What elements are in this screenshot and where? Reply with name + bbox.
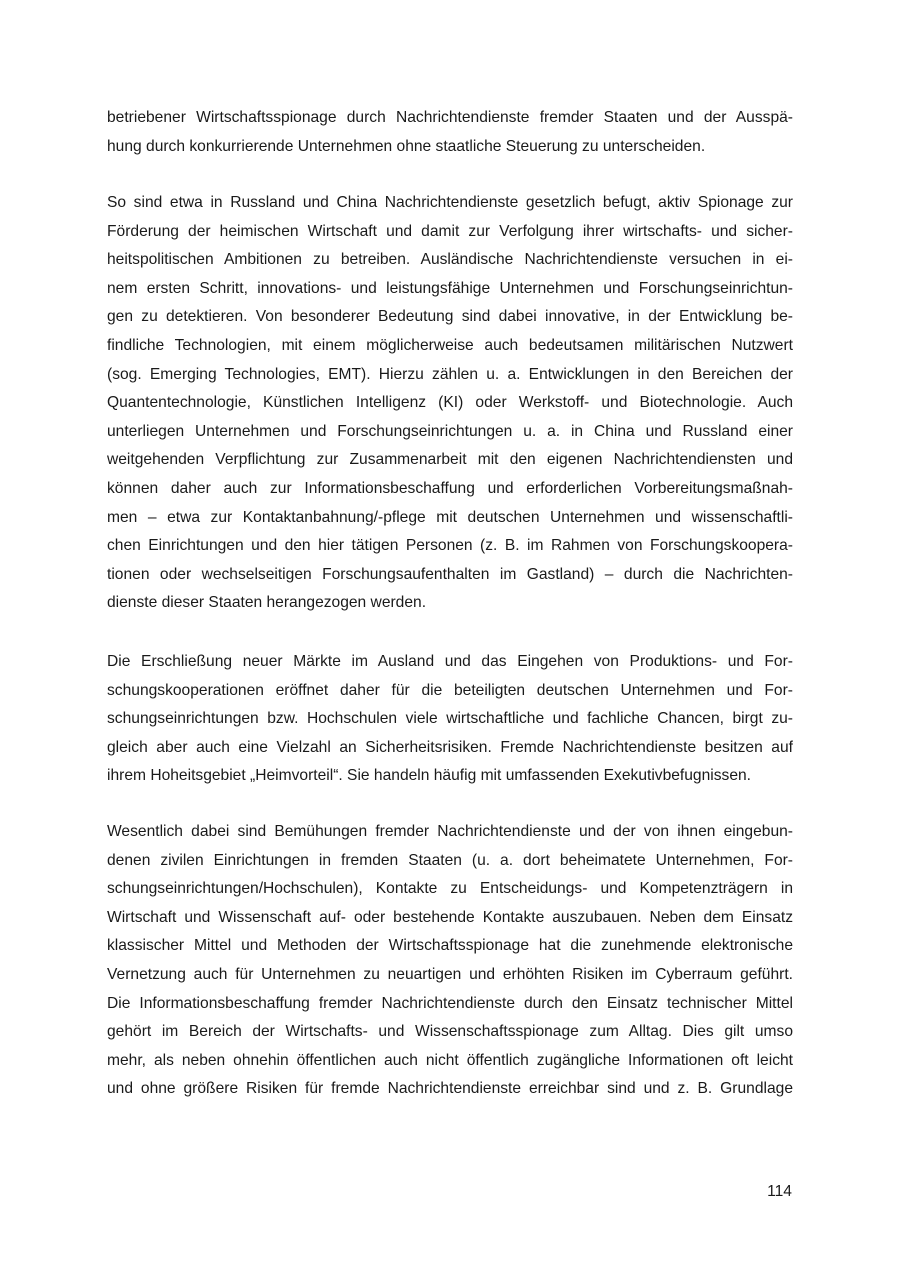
text-line: schungskooperationen eröffnet daher für die beteiligten deutschen Unternehmen und For- [107,681,793,699]
text-line: unterliegen Unternehmen und Forschungseinrichtungen u. a. in China und Russland einer [107,422,793,440]
text-line: gen zu detektieren. Von besonderer Bedeutung sind dabei innovative, in der Entwicklung be- [107,308,793,326]
text-line: schungseinrichtungen bzw. Hochschulen viele wirtschaftliche und fachliche Chancen, birgt zu- [107,710,793,728]
paragraph-2 [107,189,793,618]
text-line: Förderung der heimischen Wirtschaft und damit zur Verfolgung ihrer wirtschafts- und sicher- [107,222,793,240]
text-line: Quantentechnologie, Künstlichen Intelligenz (KI) oder Werkstoff- und Biotechnologie. Auch [107,394,793,412]
text-line: weitgehenden Verpflichtung zur Zusammenarbeit mit den eigenen Nachrichtendiensten und [107,451,793,469]
text-line: Wesentlich dabei sind Bemühungen fremder Nachrichtendienste und der von ihnen eingebun- [107,823,793,840]
text-line: men – etwa zur Kontaktanbahnung/-pflege mit deutschen Unternehmen und wissenschaftli- [107,508,793,526]
text-line: tionen oder wechselseitigen Forschungsaufenthalten im Gastland) – durch die Nachrichten- [107,565,793,583]
text-line: ihrem Hoheitsgebiet „Heimvorteil“. Sie handeln häufig mit umfassenden Exekutivbefugnissen. [107,767,752,785]
text-line: gleich aber auch eine Vielzahl an Sicherheitsrisiken. Fremde Nachrichtendienste besitzen auf [107,738,793,756]
paragraph-1 [107,104,793,161]
text-line: So sind etwa in Russland und China Nachrichtendienste gesetzlich befugt, aktiv Spionage zur [107,194,793,211]
text-line: betriebener Wirtschaftsspionage durch Nachrichtendienste fremder Staaten und der Ausspä- [107,109,793,126]
text-line: Die Erschließung neuer Märkte im Ausland und das Eingehen von Produktions- und For- [107,653,793,670]
text-line: dienste dieser Staaten herangezogen werden. [107,594,427,612]
paragraph-4 [107,818,793,1104]
text-line: schungseinrichtungen/Hochschulen), Kontakte zu Entscheidungs- und Kompetenzträgern in [107,880,793,898]
text-line: können daher auch zur Informationsbeschaffung und erforderlichen Vorbereitungsmaßnah- [107,479,793,497]
paragraph-3 [107,648,793,791]
text-line: und ohne größere Risiken für fremde Nachrichtendienste erreichbar sind und z. B. Grundlage [107,1080,793,1098]
text-line: gehört im Bereich der Wirtschafts- und Wissenschaftsspionage zum Alltag. Dies gilt umso [107,1023,793,1041]
text-line: klassischer Mittel und Methoden der Wirtschaftsspionage hat die zunehmende elektronische [107,937,793,955]
text-line: Wirtschaft und Wissenschaft auf- oder bestehende Kontakte auszubauen. Neben dem Einsatz [107,908,793,926]
text-line: nem ersten Schritt, innovations- und leistungsfähige Unternehmen und Forschungseinrichtun- [107,279,793,297]
text-line: chen Einrichtungen und den hier tätigen Personen (z. B. im Rahmen von Forschungskoopera- [107,537,793,555]
text-line: findliche Technologien, mit einem möglicherweise auch bedeutsamen militärischen Nutzwert [107,336,793,354]
text-line: (sog. Emerging Technologies, EMT). Hierzu zählen u. a. Entwicklungen in den Bereichen der [107,365,793,383]
page-number: 114 [767,1183,792,1200]
text-line: hung durch konkurrierende Unternehmen ohne staatliche Steuerung zu unterscheiden. [107,137,706,155]
text-line: Die Informationsbeschaffung fremder Nachrichtendienste durch den Einsatz technischer Mittel [107,994,793,1012]
text-line: denen zivilen Einrichtungen in fremden Staaten (u. a. dort beheimatete Unternehmen, For- [107,851,793,869]
text-line: mehr, als neben ohnehin öffentlichen auch nicht öffentlich zugängliche Informationen oft leicht [107,1051,793,1069]
text-line: heitspolitischen Ambitionen zu betreiben. Ausländische Nachrichtendienste versuchen in ei- [107,251,793,269]
text-line: Vernetzung auch für Unternehmen zu neuartigen und erhöhten Risiken im Cyberraum geführt. [107,965,793,983]
